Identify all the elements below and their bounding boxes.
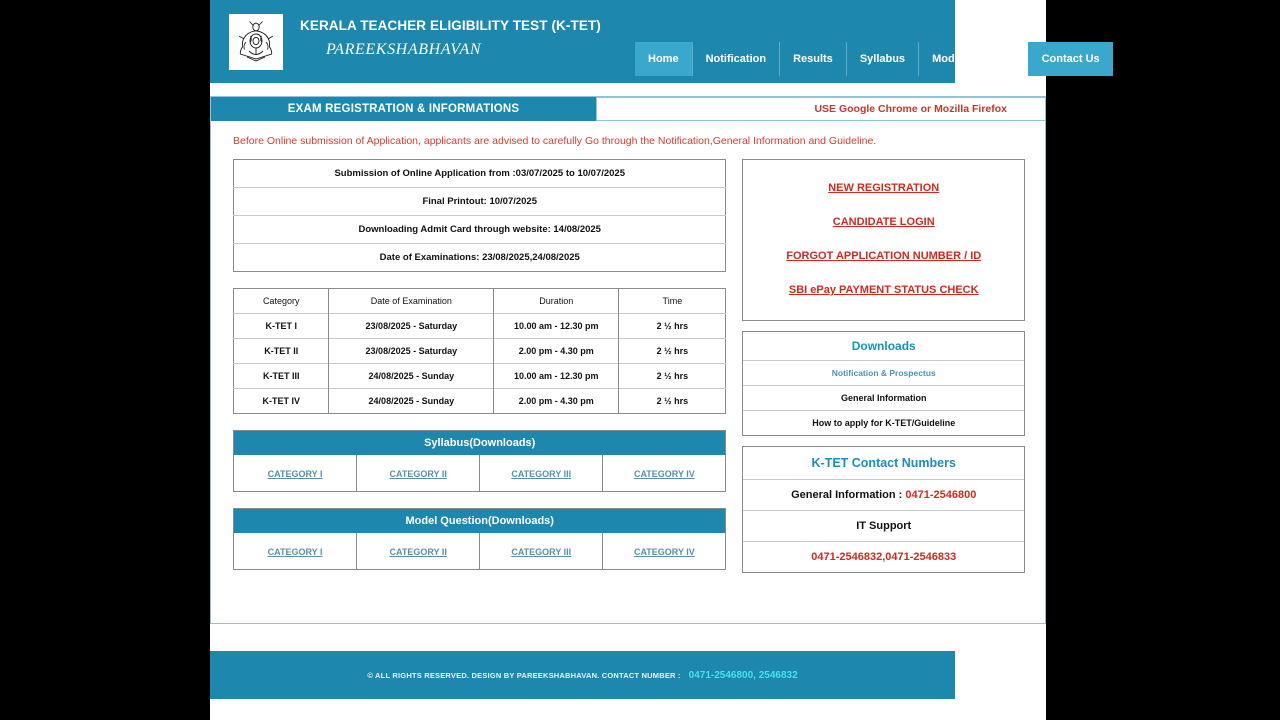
model-question-cell-1[interactable] (234, 533, 356, 569)
footer-copyright-text: © ALL RIGHTS RESERVED. DESIGN BY PAREEKSHABHAVAN. CONTACT NUMBER : (367, 670, 681, 680)
right-column (742, 159, 1025, 573)
cell-date: 23/08/2025 - Saturday (329, 314, 494, 339)
main-nav (635, 42, 1113, 76)
content-card (210, 96, 1046, 624)
browser-recommendation-note: USE Google Chrome or Mozilla Firefox (596, 97, 1045, 121)
cell-duration: 10.00 am - 12.30 pm (494, 314, 619, 339)
table-header-row (234, 289, 726, 314)
left-column (233, 159, 726, 573)
kerala-state-emblem-icon (229, 14, 283, 70)
cell-time: 2 ½ hrs (619, 364, 726, 389)
table-row (234, 188, 726, 216)
cell-time: 2 ½ hrs (619, 339, 726, 364)
site-footer (210, 651, 955, 699)
organization-name: PAREEKSHABHAVAN (326, 41, 482, 58)
contact-it-support-label: IT Support (743, 510, 1024, 541)
cell-date: 24/08/2025 - Sunday (329, 389, 494, 414)
model-question-downloads-title: Model Question(Downloads) (234, 509, 725, 533)
model-question-links-row (234, 533, 725, 569)
syllabus-links-row (234, 455, 725, 491)
cell-category: K-TET II (234, 339, 329, 364)
date-row-admit-card: Downloading Admit Card through website: 14/08/2025 (234, 216, 726, 244)
model-question-cell-4[interactable] (602, 533, 725, 569)
date-row-final-printout: Final Printout: 10/07/2025 (234, 188, 726, 216)
new-registration-link[interactable]: NEW REGISTRATION (828, 182, 940, 194)
action-links-panel (742, 159, 1025, 321)
downloads-panel-title: Downloads (851, 339, 916, 353)
header-title-block (300, 18, 601, 59)
nav-item-model-question[interactable]: Model Question (918, 42, 1028, 76)
model-question-cell-3[interactable] (479, 533, 602, 569)
cell-duration: 10.00 am - 12.30 pm (494, 364, 619, 389)
page-title: KERALA TEACHER ELIGIBILITY TEST (K-TET) (300, 18, 601, 33)
model-question-link-category-3[interactable]: CATEGORY III (511, 547, 572, 557)
cell-duration: 2.00 pm - 4.30 pm (494, 389, 619, 414)
cell-date: 24/08/2025 - Sunday (329, 364, 494, 389)
cell-category: K-TET IV (234, 389, 329, 414)
contact-it-support-numbers: 0471-2546832,0471-2546833 (743, 541, 1024, 572)
table-row (234, 364, 726, 389)
date-row-submission: Submission of Online Application from :03/07/2025 to 10/07/2025 (334, 168, 625, 179)
column-header-time: Time (619, 289, 726, 314)
exam-schedule-table (233, 288, 726, 414)
download-general-information[interactable]: General Information (743, 385, 1024, 410)
syllabus-cell-4[interactable] (602, 455, 725, 491)
nav-item-notification[interactable]: Notification (692, 42, 780, 76)
sbi-epay-payment-status-link[interactable]: SBI ePay PAYMENT STATUS CHECK (788, 284, 979, 296)
nav-item-contact-us[interactable]: Contact Us (1028, 42, 1113, 76)
contact-general-number: 0471-2546800 (905, 489, 977, 501)
syllabus-link-category-2[interactable]: CATEGORY II (389, 469, 447, 479)
download-how-to-apply-guideline[interactable]: How to apply for K-TET/Guideline (743, 410, 1024, 435)
nav-item-home[interactable]: Home (635, 42, 692, 76)
date-row-examinations: Date of Examinations: 23/08/2025,24/08/2025 (234, 244, 726, 272)
nav-item-syllabus[interactable]: Syllabus (846, 42, 918, 76)
footer-contact-number: 0471-2546800, 2546832 (688, 669, 798, 681)
syllabus-cell-1[interactable] (234, 455, 356, 491)
table-row (234, 244, 726, 272)
model-question-cell-2[interactable] (356, 533, 479, 569)
table-row (234, 216, 726, 244)
tab-exam-registration[interactable]: EXAM REGISTRATION & INFORMATIONS (211, 97, 596, 121)
contact-general-information (743, 479, 1024, 510)
advisory-notice: Before Online submission of Application, applicants are advised to carefully Go through the Notification,General Information and Guideline. (233, 135, 877, 147)
table-row (234, 160, 726, 188)
table-row (234, 314, 726, 339)
nav-item-results[interactable]: Results (779, 42, 846, 76)
model-question-link-category-1[interactable]: CATEGORY I (267, 547, 323, 557)
column-header-duration: Duration (494, 289, 619, 314)
body-columns (211, 147, 1045, 573)
candidate-login-link[interactable]: CANDIDATE LOGIN (832, 216, 935, 228)
syllabus-downloads-title: Syllabus(Downloads) (234, 431, 725, 455)
contact-panel-title: K-TET Contact Numbers (811, 456, 956, 470)
forgot-application-number-link[interactable]: FORGOT APPLICATION NUMBER / ID (786, 250, 982, 262)
cell-time: 2 ½ hrs (619, 389, 726, 414)
syllabus-downloads-block (233, 430, 726, 492)
syllabus-link-category-1[interactable]: CATEGORY I (267, 469, 323, 479)
model-question-link-category-4[interactable]: CATEGORY IV (633, 547, 695, 557)
content-tabstrip (211, 97, 1045, 121)
table-row (234, 389, 726, 414)
important-dates-table (233, 159, 726, 272)
cell-duration: 2.00 pm - 4.30 pm (494, 339, 619, 364)
cell-time: 2 ½ hrs (619, 314, 726, 339)
table-row (234, 339, 726, 364)
syllabus-cell-2[interactable] (356, 455, 479, 491)
download-notification-prospectus[interactable]: Notification & Prospectus (743, 360, 1024, 385)
cell-category: K-TET III (234, 364, 329, 389)
syllabus-link-category-4[interactable]: CATEGORY IV (633, 469, 695, 479)
column-header-category: Category (262, 296, 300, 306)
contact-numbers-panel (742, 446, 1025, 573)
contact-general-label: General Information : (791, 489, 903, 501)
page-canvas (210, 0, 1100, 720)
downloads-panel (742, 331, 1025, 436)
cell-category: K-TET I (234, 314, 329, 339)
cell-date: 23/08/2025 - Saturday (329, 339, 494, 364)
syllabus-cell-3[interactable] (479, 455, 602, 491)
model-question-link-category-2[interactable]: CATEGORY II (389, 547, 447, 557)
syllabus-link-category-3[interactable]: CATEGORY III (511, 469, 572, 479)
column-header-date: Date of Examination (329, 289, 494, 314)
model-question-downloads-block (233, 508, 726, 570)
